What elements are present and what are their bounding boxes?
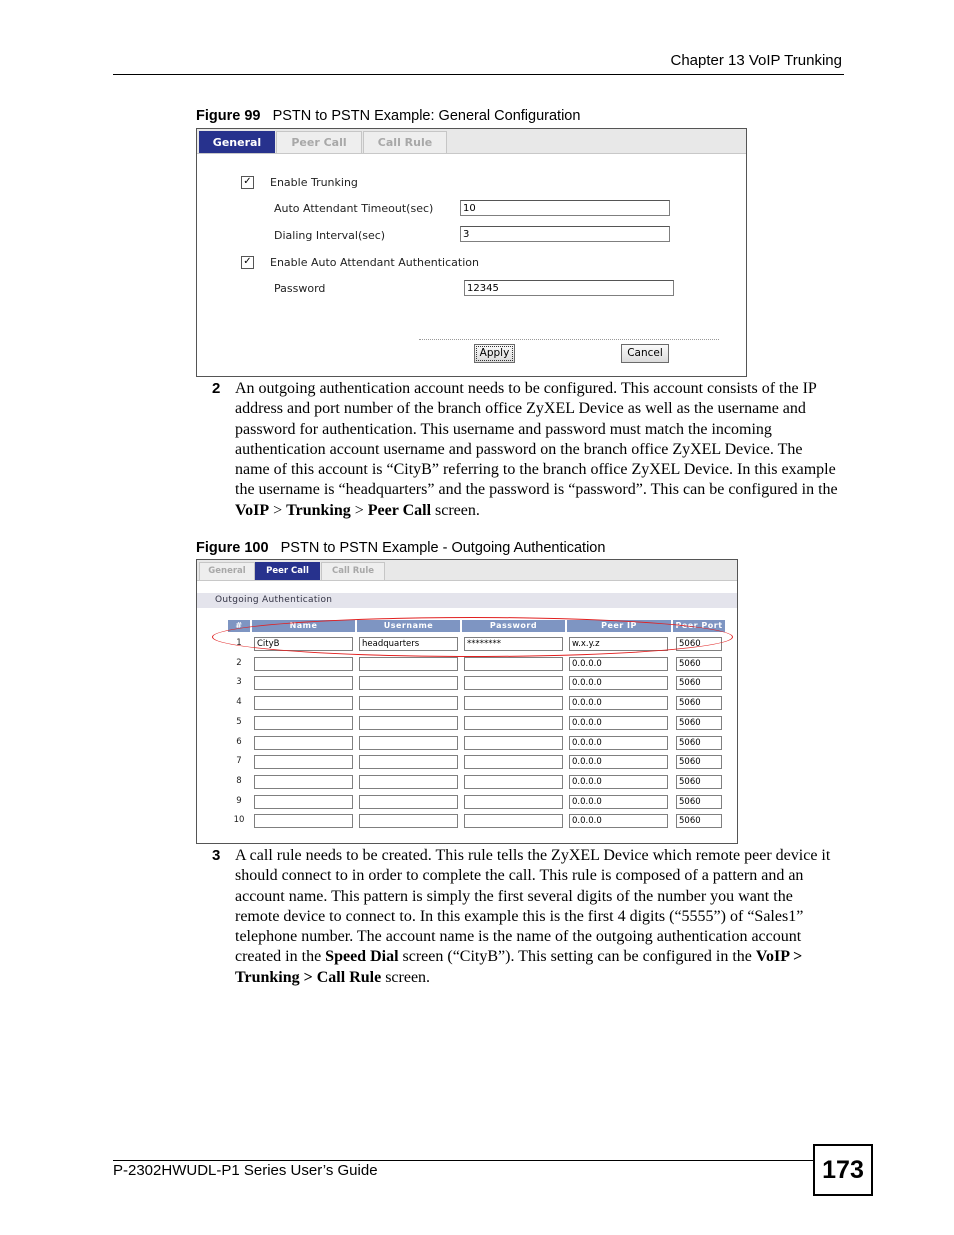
row-number: 3	[236, 677, 242, 688]
row-pass-input[interactable]	[464, 696, 563, 710]
enable-trunking-checkbox[interactable]: ✓	[241, 176, 254, 189]
step-3-text: A call rule needs to be created. This rule tells the ZyXEL Device which remote peer device it should connect to in order to complete the call. This rule is composed of a pattern and an account name. This pattern is simply the first several digits of the number you want the remote device to connect to. In this example this is the first 4 digits (“5555”) of “Sales1” telephone number. The account name is the name of the outgoing authentication account created in the	[235, 847, 831, 966]
row-name-input[interactable]	[254, 696, 353, 710]
row-ip-input[interactable]: 0.0.0.0	[569, 814, 668, 828]
outgoing-auth-section: Outgoing Authentication	[197, 593, 737, 608]
tab-peer-call[interactable]: Peer Call	[276, 131, 362, 153]
apply-button[interactable]	[474, 344, 515, 363]
tab-bar	[197, 129, 746, 154]
tab-call-rule-2[interactable]: Call Rule	[321, 562, 385, 580]
row-name-input[interactable]	[254, 795, 353, 809]
row-number: 4	[236, 697, 242, 708]
row-pass-input[interactable]	[464, 795, 563, 809]
row-pass-input[interactable]	[464, 814, 563, 828]
divider	[419, 339, 719, 340]
tab-general-2[interactable]: General	[199, 562, 255, 580]
col-header-peer-ip: Peer IP	[567, 620, 671, 632]
col-header-peer-port: Peer Port	[673, 620, 725, 632]
col-header-name: Name	[252, 620, 355, 632]
row-user-input[interactable]	[359, 676, 458, 690]
row-name-input[interactable]	[254, 755, 353, 769]
figure-99-caption	[196, 108, 580, 124]
step-3-end: screen.	[381, 968, 431, 986]
tab-call-rule[interactable]: Call Rule	[363, 131, 447, 153]
figure-99-title: PSTN to PSTN Example: General Configuration	[272, 108, 581, 124]
row-user-input[interactable]	[359, 696, 458, 710]
col-header-number: #	[228, 620, 250, 632]
row-number: 1	[236, 638, 242, 648]
cancel-button[interactable]: Cancel	[621, 344, 669, 363]
step-2-bold-voip: VoIP	[235, 501, 270, 519]
row-name-input[interactable]	[254, 657, 353, 671]
highlight-ellipse	[212, 617, 733, 657]
auto-attendant-timeout-input[interactable]: 10	[460, 200, 670, 216]
step-2-paragraph	[235, 379, 841, 521]
row-port-input[interactable]: 5060	[676, 795, 722, 809]
step-2-sep2: >	[350, 501, 368, 519]
row-port-input[interactable]: 5060	[676, 637, 722, 651]
row-name-input[interactable]	[254, 814, 353, 828]
row-user-input[interactable]	[359, 775, 458, 789]
row-user-input[interactable]	[359, 716, 458, 730]
step-2-end: screen.	[431, 501, 480, 519]
password-input[interactable]: 12345	[464, 280, 674, 296]
row-ip-input[interactable]: 0.0.0.0	[569, 755, 668, 769]
row-ip-input[interactable]: 0.0.0.0	[569, 696, 668, 710]
row-user-input[interactable]	[359, 657, 458, 671]
footer-rule	[113, 1160, 813, 1161]
row-number: 5	[236, 716, 242, 727]
row-ip-input[interactable]: 0.0.0.0	[569, 676, 668, 690]
row-number: 10	[233, 815, 245, 826]
enable-auth-checkbox[interactable]: ✓	[241, 256, 254, 269]
col-header-password: Password	[462, 620, 565, 632]
step-3-bold-path: VoIP > Trunking > Call Rule	[235, 948, 803, 986]
row-pass-input[interactable]: ********	[464, 637, 563, 651]
password-label: Password	[274, 282, 326, 295]
figure-100-screenshot	[196, 559, 738, 844]
row-number: 7	[236, 756, 242, 767]
step-2-sep1: >	[269, 501, 287, 519]
step-2-number: 2	[212, 380, 221, 397]
figure-100-label: Figure 100	[196, 540, 269, 556]
step-3-bold-speed-dial: Speed Dial	[325, 948, 399, 966]
row-user-input[interactable]	[359, 736, 458, 750]
step-2-bold-trunking: Trunking	[286, 501, 351, 519]
row-port-input[interactable]: 5060	[676, 696, 722, 710]
row-user-input[interactable]	[359, 795, 458, 809]
row-name-input[interactable]	[254, 775, 353, 789]
step-2-bold-peer-call: Peer Call	[367, 501, 432, 519]
tab-bar-2	[197, 560, 737, 581]
row-pass-input[interactable]	[464, 755, 563, 769]
page-number: 173	[813, 1144, 873, 1196]
tab-general[interactable]: General	[199, 131, 275, 153]
figure-99-screenshot	[196, 128, 747, 377]
enable-auth-label: Enable Auto Attendant Authentication	[270, 256, 479, 269]
row-name-input[interactable]	[254, 736, 353, 750]
row-number: 9	[236, 795, 242, 806]
tab-peer-call-2[interactable]: Peer Call	[255, 562, 320, 580]
row-user-input[interactable]	[359, 814, 458, 828]
row-pass-input[interactable]	[464, 775, 563, 789]
figure-99-label: Figure 99	[196, 108, 261, 124]
row-ip-input[interactable]: 0.0.0.0	[569, 657, 668, 671]
row-pass-input[interactable]	[464, 676, 563, 690]
header-rule	[113, 74, 844, 75]
dialing-interval-label: Dialing Interval(sec)	[274, 229, 386, 242]
apply-button-label: Apply	[476, 346, 513, 361]
row-ip-input[interactable]: 0.0.0.0	[569, 775, 668, 789]
row-pass-input[interactable]	[464, 657, 563, 671]
row-number: 2	[236, 657, 242, 668]
row-ip-input[interactable]: 0.0.0.0	[569, 736, 668, 750]
chapter-header: Chapter 13 VoIP Trunking	[670, 52, 842, 69]
step-3-number: 3	[212, 847, 221, 864]
row-ip-input[interactable]: w.x.y.z	[569, 637, 668, 651]
row-number: 6	[236, 736, 242, 747]
row-number: 8	[236, 775, 242, 786]
row-ip-input[interactable]: 0.0.0.0	[569, 716, 668, 730]
step-3-paragraph	[235, 846, 841, 988]
row-pass-input[interactable]	[464, 736, 563, 750]
step-2-text: An outgoing authentication account needs to be configured. This account consists of the IP address and port number of the branch office ZyXEL Device as well as the username and password for authentication. This username and password must match the incoming authentication account username and password on the branch office ZyXEL Device. The name of this account is “CityB” referring to the branch office ZyXEL Device. In this example the username is “headquarters” and the password is “password”. This can be configured in the	[235, 380, 838, 499]
enable-trunking-label: Enable Trunking	[270, 176, 358, 189]
row-name-input[interactable]	[254, 716, 353, 730]
row-pass-input[interactable]	[464, 716, 563, 730]
row-port-input[interactable]: 5060	[676, 716, 722, 730]
row-port-input[interactable]: 5060	[676, 657, 722, 671]
row-port-input[interactable]: 5060	[676, 755, 722, 769]
row-port-input[interactable]: 5060	[676, 676, 722, 690]
row-port-input[interactable]: 5060	[676, 736, 722, 750]
figure-100-caption	[196, 540, 605, 556]
figure-100-title: PSTN to PSTN Example - Outgoing Authentication	[280, 540, 606, 556]
row-ip-input[interactable]: 0.0.0.0	[569, 795, 668, 809]
auto-attendant-timeout-label: Auto Attendant Timeout(sec)	[274, 202, 434, 215]
row-user-input[interactable]	[359, 755, 458, 769]
row-user-input[interactable]: headquarters	[359, 637, 458, 651]
col-header-username: Username	[357, 620, 460, 632]
row-name-input[interactable]	[254, 676, 353, 690]
step-3-mid: screen (“CityB”). This setting can be configured in the	[398, 948, 756, 966]
row-port-input[interactable]: 5060	[676, 814, 722, 828]
guide-title: P-2302HWUDL-P1 Series User’s Guide	[113, 1162, 378, 1179]
dialing-interval-input[interactable]: 3	[460, 226, 670, 242]
row-port-input[interactable]: 5060	[676, 775, 722, 789]
row-name-input[interactable]: CityB	[254, 637, 353, 651]
